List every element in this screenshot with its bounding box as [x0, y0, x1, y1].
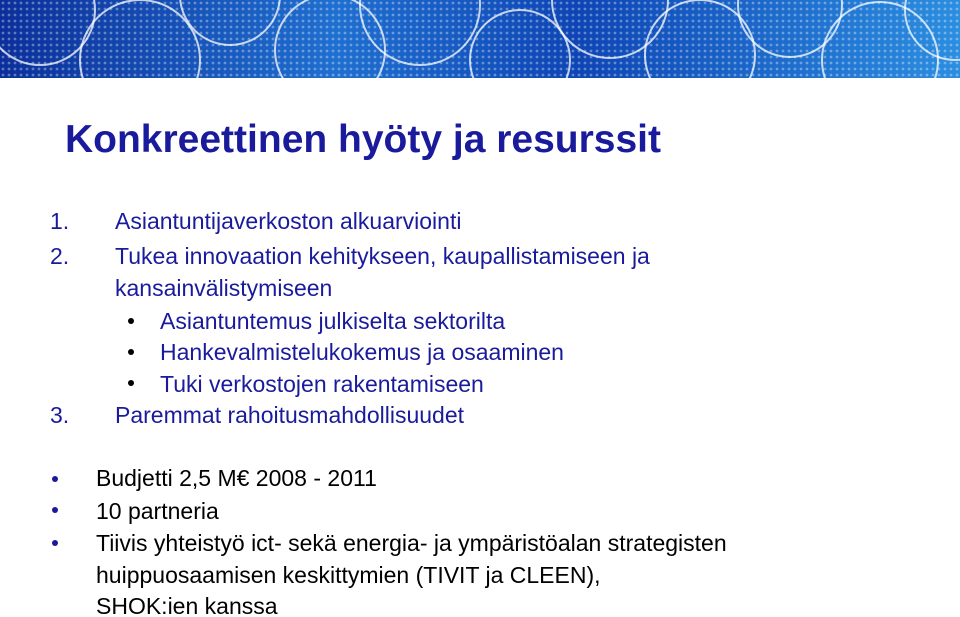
list-number-1: 1. [50, 208, 70, 234]
sub-bullet-1: Asiantuntemus julkiselta sektorilta [160, 308, 506, 334]
sub-bullet-dot-3 [128, 380, 134, 386]
bullet-3-line1: Tiivis yhteistyö ict- sekä energia- ja ympäristöalan strategisten [96, 530, 727, 556]
bullet-1: Budjetti 2,5 M€ 2008 - 2011 [96, 465, 377, 491]
list-number-3: 3. [50, 402, 70, 428]
sub-bullet-dot-2 [128, 349, 134, 355]
bullet-dot-3 [52, 540, 58, 546]
list-number-2: 2. [50, 243, 70, 269]
banner-graphic [0, 0, 960, 78]
list-item-3: Paremmat rahoitusmahdollisuudet [115, 402, 465, 428]
bullet-3-line2: huippuosaamisen keskittymien (TIVIT ja CLEEN), [96, 562, 601, 588]
slide-title: Konkreettinen hyöty ja resurssit [65, 118, 662, 161]
bullet-dot-1 [52, 476, 58, 482]
bullet-3-line3: SHOK:ien kanssa [96, 593, 278, 617]
sub-bullet-3: Tuki verkostojen rakentamiseen [160, 371, 484, 397]
list-item-2-line2: kansainvälistymiseen [115, 275, 333, 301]
list-item-2-line1: Tukea innovaation kehitykseen, kaupallistamiseen ja [115, 243, 650, 269]
sub-bullet-dot-1 [128, 318, 134, 324]
header-banner [0, 0, 960, 78]
bullet-2: 10 partneria [96, 498, 219, 524]
bullet-dot-2 [52, 507, 58, 513]
sub-bullet-2: Hankevalmistelukokemus ja osaaminen [160, 339, 564, 365]
list-item-1: Asiantuntijaverkoston alkuarviointi [115, 208, 462, 234]
